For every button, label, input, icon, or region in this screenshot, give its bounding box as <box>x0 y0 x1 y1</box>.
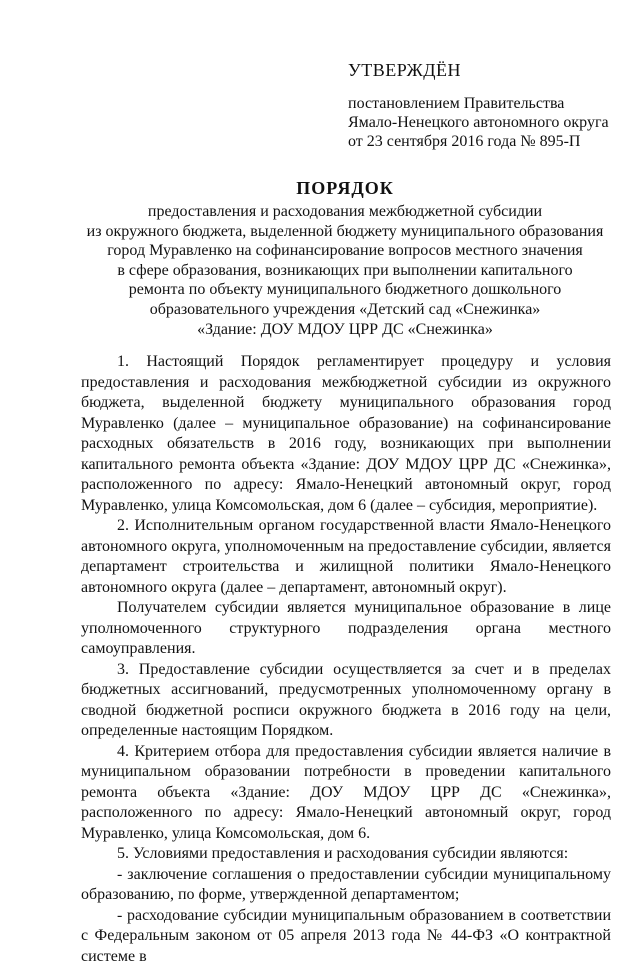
heading-line: «Здание: ДОУ МДОУ ЦРР ДС «Снежинка» <box>60 320 630 340</box>
approval-title: УТВЕРЖДЁН <box>348 60 628 80</box>
document-title: ПОРЯДОК <box>60 178 630 198</box>
list-item: - заключение соглашения о предоставлении субсидии муниципальному образованию, по форме, утвержденной департаментом; <box>81 865 611 906</box>
heading-line: в сфере образования, возникающих при выполнении капитального <box>60 261 630 281</box>
heading-line: ремонта по объекту муниципального бюджетного дошкольного <box>60 280 630 300</box>
list-item: - расходование субсидии муниципальным образованием в соответствии с Федеральным законом от 05 апреля 2013 года № 44-ФЗ «О контрактной системе в <box>81 906 611 967</box>
heading-line: предоставления и расходования межбюджетной субсидии <box>60 202 630 222</box>
paragraph-3: 3. Предоставление субсидии осуществляется за счет и в пределах бюджетных ассигнований, предусмотренных уполномоченному органу в сводной бюджетной росписи окружного бюджета в 2016 году на цели, определенные настоящим Порядком. <box>81 660 611 742</box>
document-heading <box>60 178 630 339</box>
approval-line: Ямало-Ненецкого автономного округа <box>348 113 628 132</box>
paragraph-2: 2. Исполнительным органом государственной власти Ямало-Ненецкого автономного округа, уполномоченным на предоставление субсидии, является департамент строительства и жилищной политики Ямало-Ненецкого автономного округа (далее – департамент, автономный округ). <box>81 516 611 598</box>
paragraph-5: 5. Условиями предоставления и расходования субсидии являются: <box>81 844 611 865</box>
paragraph-1: 1. Настоящий Порядок регламентирует процедуру и условия предоставления и расходования межбюджетной субсидии из окружного бюджета, выделенной бюджету муниципального образования город Муравленко (далее – муниципальное образование) на софинансирование расходных обязательств в 2016 году, возникающих при выполнении капитального ремонта объекта «Здание: ДОУ МДОУ ЦРР ДС «Снежинка», расположенного по адресу: Ямало-Ненецкий автономный округ, город Муравленко, улица Комсомольская, дом 6 (далее – субсидия, мероприятие). <box>81 352 611 516</box>
approval-stamp <box>348 60 628 151</box>
approval-line: от 23 сентября 2016 года № 895-П <box>348 132 628 151</box>
heading-line: из окружного бюджета, выделенной бюджету муниципального образования <box>60 222 630 242</box>
paragraph-4: 4. Критерием отбора для предоставления субсидии является наличие в муниципальном образовании потребности в проведении капитального ремонта объекта «Здание: ДОУ МДОУ ЦРР ДС «Снежинка», расположенного по адресу: Ямало-Ненецкий автономный округ, город Муравленко, улица Комсомольская, дом 6. <box>81 742 611 845</box>
approval-line: постановлением Правительства <box>348 94 628 113</box>
heading-line: город Муравленко на софинансирование вопросов местного значения <box>60 241 630 261</box>
document-body <box>81 352 611 967</box>
heading-line: образовательного учреждения «Детский сад «Снежинка» <box>60 300 630 320</box>
paragraph-recipient: Получателем субсидии является муниципальное образование в лице уполномоченного структурного подразделения органа местного самоуправления. <box>81 598 611 660</box>
